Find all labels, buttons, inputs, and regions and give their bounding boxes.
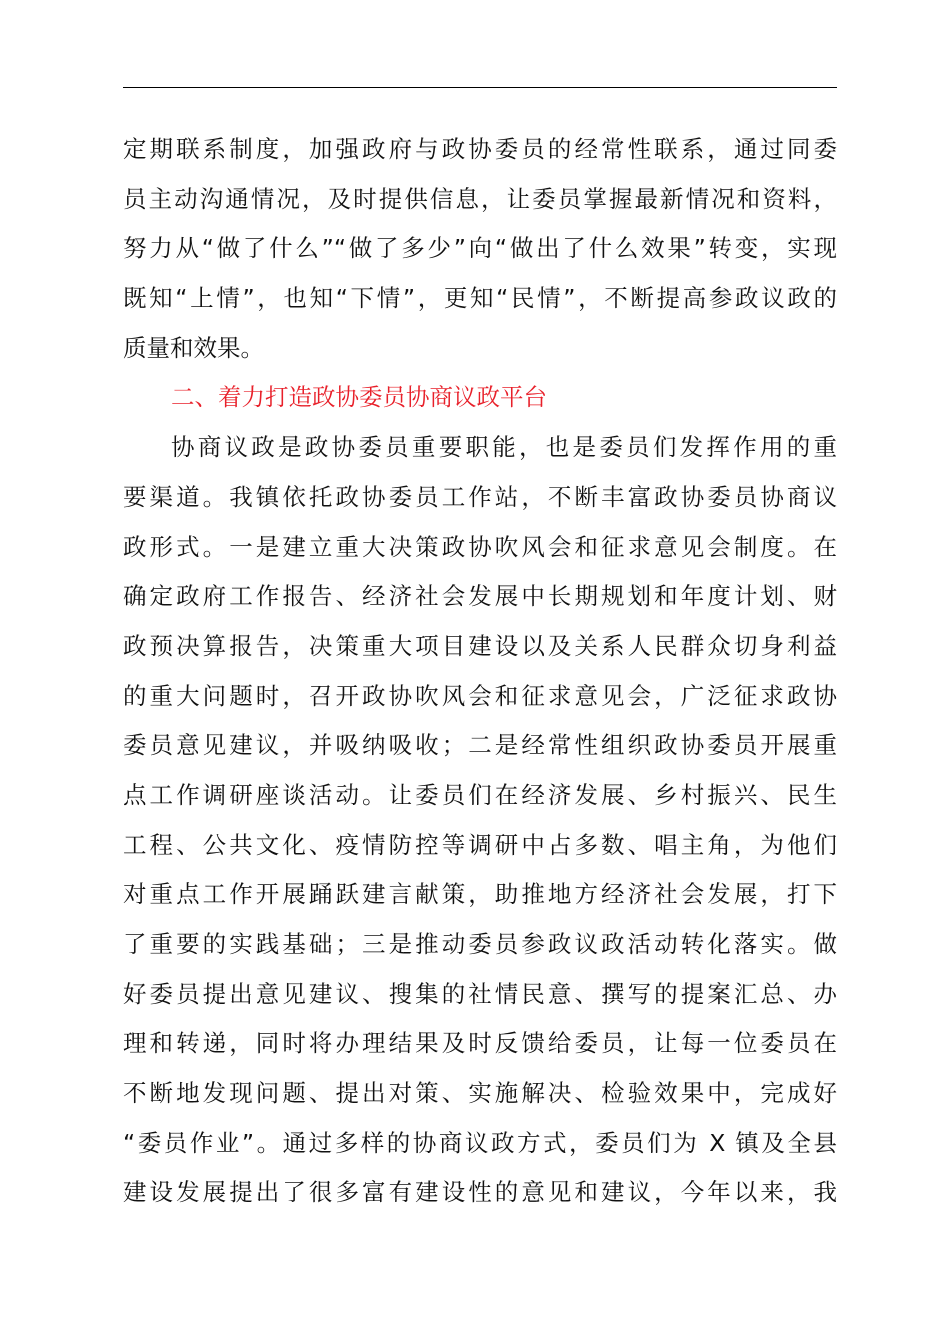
text-line: 质量和效果。 [123, 333, 264, 362]
text-line: 理和转递，同时将办理结果及时反馈给委员，让每一位委员在 [123, 1029, 837, 1058]
text-line: 努力从“做了什么”“做了多少”向“做出了什么效果”转变，实现 [123, 234, 837, 263]
text-line: 了重要的实践基础；三是推动委员参政议政活动转化落实。做 [123, 930, 837, 958]
text-line: 好委员提出意见建议、搜集的社情民意、撰写的提案汇总、办 [123, 979, 837, 1008]
text-line: 协商议政是政协委员重要职能，也是委员们发挥作用的重 [171, 433, 837, 462]
text-line: 对重点工作开展踊跃建言献策，助推地方经济社会发展，打下 [123, 880, 837, 909]
text-line: 建设发展提出了很多富有建设性的意见和建议，今年以来，我 [123, 1178, 837, 1207]
text-line: 要渠道。我镇依托政协委员工作站，不断丰富政协委员协商议 [123, 482, 837, 511]
paragraph-2 [123, 423, 837, 1218]
text-line: 点工作调研座谈活动。让委员们在经济发展、乡村振兴、民生 [123, 780, 837, 809]
text-line: 不断地发现问题、提出对策、实施解决、检验效果中，完成好 [123, 1079, 837, 1108]
text-line: 工程、公共文化、疫情防控等调研中占多数、唱主角，为他们 [123, 830, 837, 859]
paragraph-1 [123, 125, 837, 373]
text-line: 定期联系制度，加强政府与政协委员的经常性联系，通过同委 [123, 135, 837, 163]
text-line: 的重大问题时，召开政协吹风会和征求意见会，广泛征求政协 [123, 681, 837, 710]
header-rule [123, 87, 837, 88]
text-line: 政形式。一是建立重大决策政协吹风会和征求意见会制度。在 [123, 532, 837, 561]
text-line: 确定政府工作报告、经济社会发展中长期规划和年度计划、财 [123, 582, 837, 611]
text-line: 既知“上情”，也知“下情”，更知“民情”，不断提高参政议政的 [123, 284, 837, 313]
section-heading: 二、着力打造政协委员协商议政平台 [171, 383, 547, 412]
text-line: 委员意见建议，并吸纳吸收；二是经常性组织政协委员开展重 [123, 731, 837, 760]
text-line: “委员作业”。通过多样的协商议政方式，委员们为 X 镇及全县 [123, 1128, 837, 1157]
text-line: 政预决算报告，决策重大项目建设以及关系人民群众切身利益 [123, 631, 837, 660]
text-line: 员主动沟通情况，及时提供信息，让委员掌握最新情况和资料， [123, 184, 837, 213]
document-body [123, 125, 837, 1218]
